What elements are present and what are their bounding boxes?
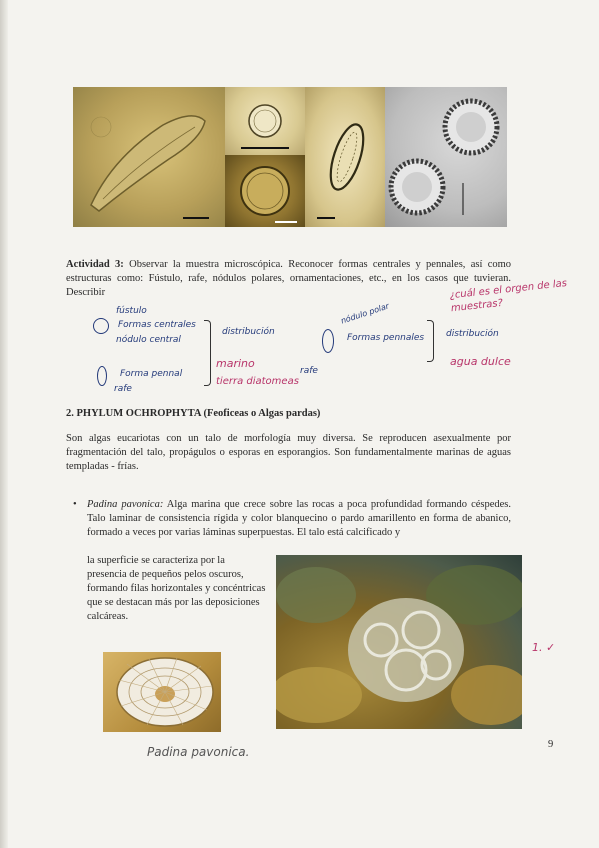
note-agua-dulce: agua dulce <box>450 355 511 368</box>
bracket-left <box>204 320 211 386</box>
photo-caption-handwritten: Padina pavonica. <box>147 745 250 759</box>
note-nodulo-polar: nódulo polar <box>339 301 391 326</box>
centric-sketch <box>93 318 109 334</box>
micrograph-elliptic-diatom <box>305 87 385 227</box>
micrograph-centric-diatom-bottom <box>225 155 305 227</box>
bullet-paragraph-continued: la superficie se caracteriza por la presencia de pequeños pelos oscuros, formando filas horizontales y concéntricas que se destacan más por las deposiciones calcáreas. <box>87 555 266 622</box>
photo-padina-underwater <box>276 555 522 729</box>
micrograph-grey-centric-diatoms <box>385 87 507 227</box>
note-nodulo-central: nódulo central <box>116 335 181 345</box>
note-marino: marino <box>216 357 255 370</box>
note-distribucion-1: distribución <box>222 327 275 337</box>
note-tierra-diatomeas: tierra diatomeas <box>216 376 299 387</box>
pennate-diatom-shape <box>73 87 225 227</box>
bullet-paragraph <box>87 498 511 540</box>
activity-paragraph <box>66 258 511 300</box>
section-intro: Son algas eucariotas con un talo de morfología muy diversa. Se reproducen asexualmente por fragmentación del talo, propágulos o esporas en esporangios. Son fundamentalmente marinas de aguas templadas - frías. <box>66 433 511 472</box>
note-rafe-mid: rafe <box>300 366 318 376</box>
note-fustulo: fústulo <box>116 306 147 316</box>
micrograph-centric-diatom-top <box>225 87 305 155</box>
micrograph-pennate-diatom <box>73 87 225 227</box>
note-distribucion-2: distribución <box>446 329 499 339</box>
bullet-dot: • <box>73 499 77 510</box>
pennate-sketch-left <box>97 366 107 386</box>
bullet-species: Padina pavonica: <box>87 499 164 510</box>
scan-edge <box>0 0 8 848</box>
photo-padina-fan <box>103 652 221 732</box>
activity-text: Observar la muestra microscópica. Reconocer formas centrales y pennales, así como estructuras como: Fústulo, rafe, nódulos polares, ornamentaciones, etc., en los casos que tuvieran. Describir <box>66 259 512 298</box>
pennate-sketch-right <box>322 329 334 353</box>
page-number: 9 <box>548 739 554 750</box>
note-formas-centrales: Formas centrales <box>118 320 196 330</box>
activity-label: Actividad 3: <box>66 259 124 270</box>
note-check: 1. ✓ <box>532 641 556 654</box>
handwritten-question: ¿cuál es el orgen de las muestras? <box>449 278 568 315</box>
bracket-right <box>427 320 434 362</box>
note-rafe-left: rafe <box>114 384 132 394</box>
section-heading: 2. PHYLUM OCHROPHYTA (Feoficeas o Algas pardas) <box>66 408 321 419</box>
bullet-text-1: Alga marina que crece sobre las rocas a poca profundidad formando céspedes. Talo laminar de consistencia rígida y color blanquecino o pardo amarillento en forma de abanico, formado a veces por varias láminas superpuestas. El talo está calcificado y <box>87 499 512 538</box>
note-forma-pennal: Forma pennal <box>120 369 183 379</box>
note-formas-pennales: Formas pennales <box>347 333 425 343</box>
